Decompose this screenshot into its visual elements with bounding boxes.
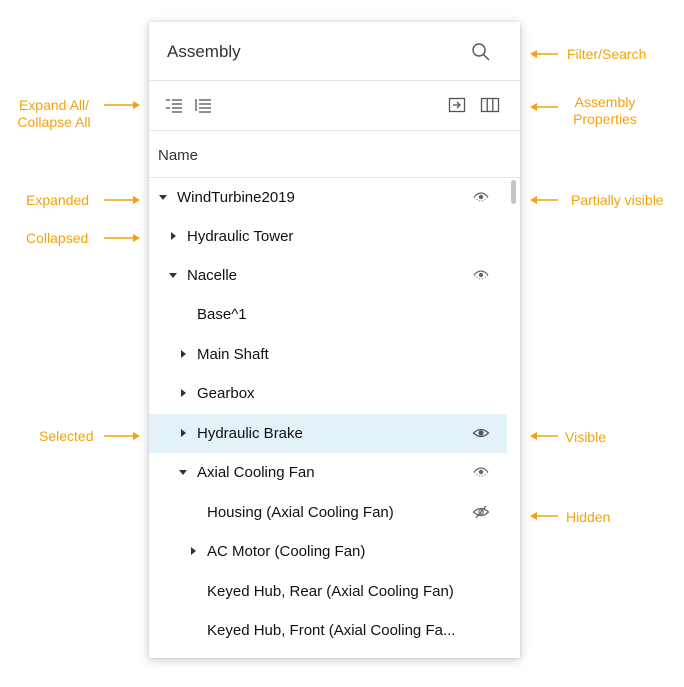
tree-row-label: Nacelle [187, 267, 238, 284]
partially-visible-icon[interactable] [472, 464, 490, 480]
callout-expand-collapse-all [8, 97, 100, 131]
tree-row-label: Keyed Hub, Front (Axial Cooling Fa... [207, 622, 456, 639]
callout-arrow-hidden [530, 510, 560, 522]
collapse-all-icon[interactable] [193, 95, 213, 115]
expand-all-icon[interactable] [164, 95, 184, 115]
partially-visible-icon[interactable] [472, 189, 490, 205]
tree-row-label: Keyed Hub, Rear (Axial Cooling Fan) [207, 583, 454, 600]
tree-row-label: Housing (Axial Cooling Fan) [207, 504, 394, 521]
assembly-tree [149, 178, 520, 658]
tree-row-gearbox[interactable] [149, 374, 507, 413]
tree-row-keyed-hub-front[interactable] [149, 611, 507, 650]
visible-eye-icon[interactable] [472, 425, 490, 441]
panel-header [149, 22, 520, 81]
callout-collapsed: Collapsed [26, 230, 89, 246]
assembly-panel [149, 22, 520, 658]
callout-filter-search: Filter/Search [567, 46, 647, 62]
tree-row-label: Hydraulic Brake [197, 425, 303, 442]
tree-row-base[interactable] [149, 295, 507, 334]
tree-row-label: AC Motor (Cooling Fan) [207, 543, 366, 560]
tree-row-label: Gearbox [197, 385, 255, 402]
collapsed-arrow-icon[interactable] [186, 544, 200, 558]
columns-icon[interactable] [479, 95, 499, 115]
hidden-eye-icon[interactable] [472, 504, 490, 520]
expanded-arrow-icon[interactable] [166, 268, 180, 282]
tree-row-hydraulic-tower[interactable] [149, 217, 507, 256]
callout-arrow-partially-visible [530, 194, 560, 206]
callout-arrow-expand-collapse [104, 99, 140, 111]
callout-arrow-assembly-properties [530, 101, 560, 113]
callout-arrow-collapsed [104, 232, 140, 244]
export-icon[interactable] [447, 95, 467, 115]
collapsed-arrow-icon[interactable] [176, 386, 190, 400]
callout-arrow-filter-search [530, 48, 560, 60]
panel-title: Assembly [167, 42, 241, 61]
callout-properties-line: Properties [573, 111, 637, 127]
callout-visible: Visible [565, 429, 606, 445]
tree-row-housing[interactable] [149, 493, 507, 532]
tree-row-keyed-hub-rear[interactable] [149, 572, 507, 611]
callout-hidden: Hidden [566, 509, 611, 525]
tree-row-axial-cooling-fan[interactable] [149, 453, 507, 492]
callout-arrow-expanded [104, 194, 140, 206]
tree-row-label: Hydraulic Tower [187, 228, 294, 245]
callout-arrow-selected [104, 430, 140, 442]
tree-row-windturbine2019[interactable] [149, 178, 507, 217]
scrollbar-thumb[interactable] [511, 180, 516, 204]
tree-row-nacelle[interactable] [149, 256, 507, 295]
tree-row-hydraulic-brake[interactable] [149, 414, 507, 453]
search-icon[interactable] [471, 42, 491, 62]
tree-row-label: Main Shaft [197, 346, 269, 363]
tree-row-label: Base^1 [197, 306, 247, 323]
collapsed-arrow-icon[interactable] [166, 229, 180, 243]
callout-partially-visible: Partially visible [571, 192, 664, 208]
callout-selected: Selected [39, 428, 94, 444]
callout-assembly-line: Assembly [574, 94, 636, 110]
tree-row-label: Axial Cooling Fan [197, 464, 315, 481]
expanded-arrow-icon[interactable] [176, 465, 190, 479]
callout-arrow-visible [530, 430, 560, 442]
tree-row-main-shaft[interactable] [149, 335, 507, 374]
partially-visible-icon[interactable] [472, 267, 490, 283]
collapsed-arrow-icon[interactable] [176, 347, 190, 361]
callout-assembly-properties [560, 94, 650, 128]
tree-row-label: WindTurbine2019 [177, 189, 295, 206]
expanded-arrow-icon[interactable] [156, 190, 170, 204]
tree-scrollbar[interactable] [507, 178, 520, 658]
tree-toolbar [149, 81, 520, 131]
callout-expanded: Expanded [26, 192, 90, 208]
column-header-label: Name [158, 147, 199, 164]
callout-collapse-line: Collapse All [17, 114, 91, 130]
collapsed-arrow-icon[interactable] [176, 426, 190, 440]
tree-row-ac-motor[interactable] [149, 532, 507, 571]
callout-expand-line: Expand All/ [18, 97, 90, 113]
column-header[interactable] [149, 131, 520, 178]
